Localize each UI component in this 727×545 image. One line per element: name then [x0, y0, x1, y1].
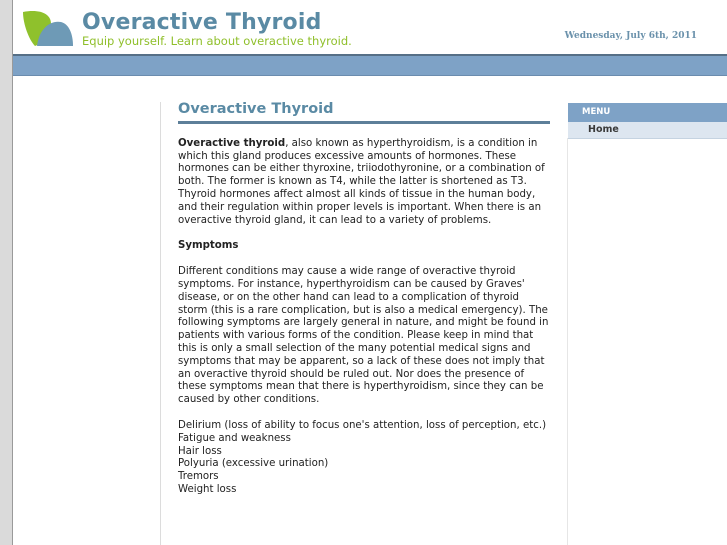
- intro-bold-term: Overactive thyroid: [178, 137, 286, 149]
- right-column-divider: [567, 138, 568, 545]
- article-title: Overactive Thyroid: [178, 103, 550, 124]
- list-item: Weight loss: [178, 483, 237, 495]
- symptoms-paragraph: Different conditions may cause a wide range of overactive thyroid symptoms. For instance, hyperthyroidism can be caused by Graves' disease, or on the other hand can lead to a complication of thyroid storm (this is a rare complication, but is also a medical emergency). The following symptoms are largely general in nature, and might be found in patients with various forms of the condition. Please keep in mind that this is only a small selection of the many potential medical signs and symptoms that may be apparent, so a lack of these does not imply that an overactive thyroid should be ruled out. Nor does the presence of these symptoms mean that there is hyperthyroidism, since they can be caused by other conditions.: [178, 266, 549, 406]
- intro-text: , also known as hyperthyroidism, is a condition in which this gland produces excessive amounts of hormones. These hormones can be either thyroxine, triiodothyronine, or a combination of both. The former is known as T4, while the latter is shortened as T3. Thyroid hormones affect almost all kinds of tissue in the human body, and their regulation within proper levels is important. When there is an overactive thyroid gland, it can lead to a variety of problems.: [178, 137, 545, 226]
- site-tagline: Equip yourself. Learn about overactive thyroid.: [82, 34, 352, 48]
- site-title[interactable]: Overactive Thyroid: [82, 10, 322, 35]
- left-column-divider: [160, 102, 161, 545]
- symptoms-heading: Symptoms: [178, 240, 239, 252]
- intro-paragraph: [178, 138, 550, 228]
- current-date: Wednesday, July 6th, 2011: [564, 31, 697, 41]
- nav-bar: [13, 56, 727, 76]
- leaf-logo-icon: [21, 10, 73, 48]
- page: [12, 0, 727, 545]
- list-item: Fatigue and weakness: [178, 432, 291, 444]
- sidebar-menu: [568, 103, 727, 139]
- article: [178, 103, 550, 497]
- symptom-list: [178, 420, 550, 497]
- site-header: [13, 0, 727, 56]
- menu-header: MENU: [568, 103, 727, 122]
- list-item: Tremors: [178, 471, 219, 483]
- list-item: Hair loss: [178, 445, 222, 457]
- sidebar-item-home[interactable]: Home: [568, 122, 727, 139]
- list-item: Polyuria (excessive urination): [178, 458, 329, 470]
- content-area: [13, 76, 727, 545]
- list-item: Delirium (loss of ability to focus one's attention, loss of perception, etc.): [178, 419, 547, 431]
